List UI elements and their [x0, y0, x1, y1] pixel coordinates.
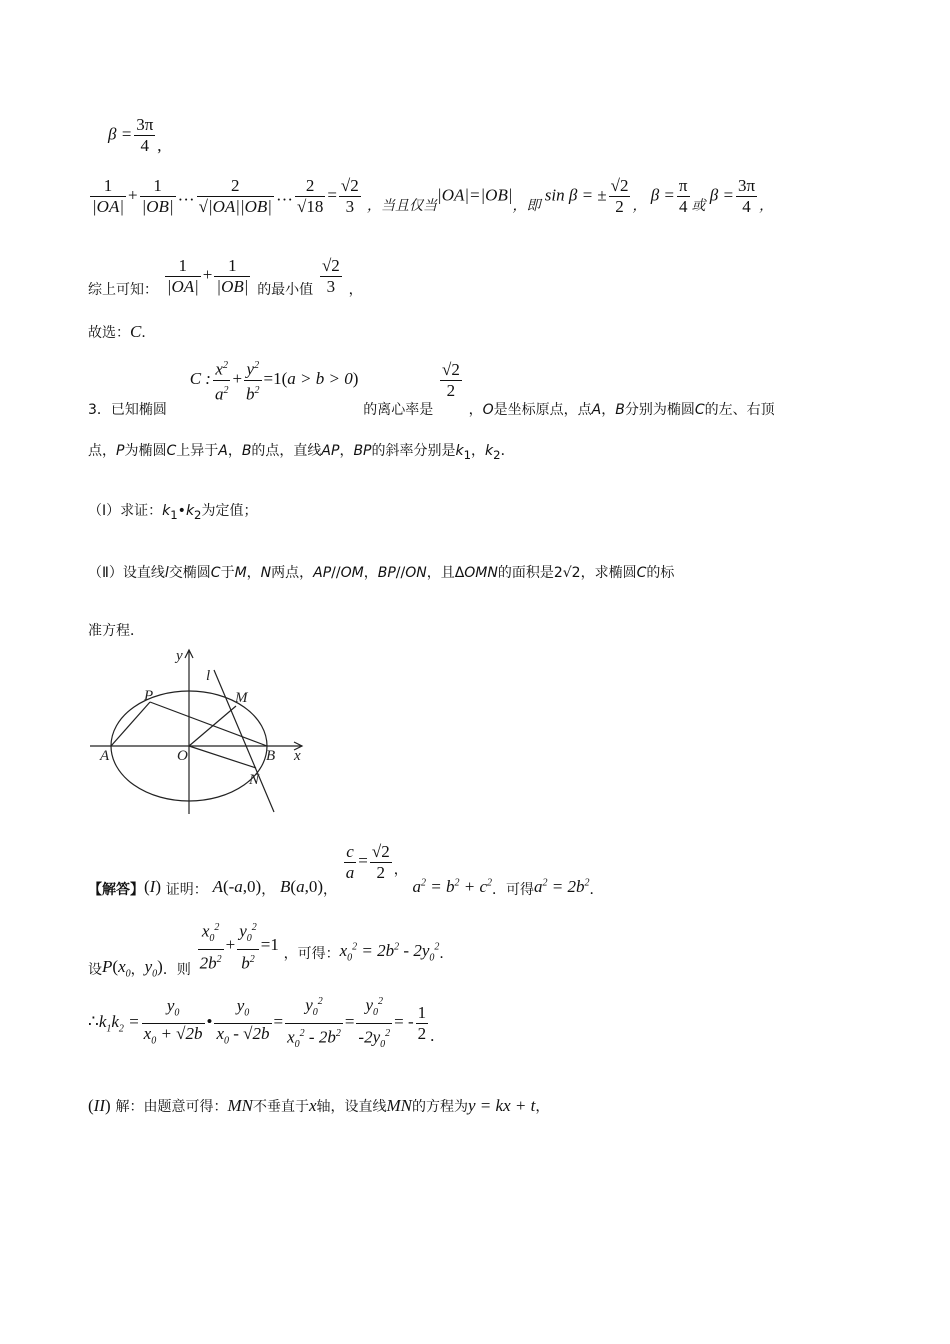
label-n: N	[249, 772, 260, 788]
label-b: B	[266, 748, 276, 764]
label-o: O	[177, 748, 188, 764]
part-2-cont: 准方程．	[88, 623, 144, 639]
label-x: x	[294, 748, 301, 764]
label-m: M	[235, 690, 248, 706]
ellipse-diagram	[86, 646, 316, 818]
label-l: l	[206, 668, 211, 684]
answer-line: 故选：C．	[88, 322, 156, 341]
label-a: A	[100, 748, 110, 764]
question-3-line2: 点，P为椭圆C上异于A，B的点，直线AP，BP的斜率分别是$k_1$，$k_2$．	[88, 443, 515, 462]
beta-line: β = $\frac{3\pi}{4}$ ,	[108, 115, 162, 156]
summary-line: 综上可知： $\frac{1}{|OA|}$ + $\frac{1}{|OB|}$ 的最小值 $\frac{√2}{3}$ ，	[88, 256, 363, 299]
part-2: （Ⅱ）设直线l交椭圆C于M，N两点，AP//OM，BP//ON，且ΔOMN的面积是2√2，求椭圆C的标	[88, 565, 675, 581]
solution-k-product: $\therefore k_1k_2$ = $\frac{y_0}{x_0 + √2b}$ • $\frac{y_0}{x_0 - √2b}$ = $\frac{y_0^2}{x_0^2 - 2b^2}$ = $\frac{y_0^2}{-2y_0^2}$ = - $\frac{1}{2}$ .	[88, 992, 434, 1055]
solution-part2: (II) 解：由题意可得：MN不垂直于x轴，设直线MN的方程为y = kx + t，	[88, 1096, 550, 1115]
line-om	[189, 706, 236, 746]
inequality-line: $\frac{1}{|OA|}$ + $\frac{1}{|OB|}$ … $\frac{2}{√|OA||OB|}$ … $\frac{2}{√18}$ = $\frac{√2}{3}$ $_{,当且仅当}|OA|=|OB|_{,即}$ sin β = ± $\frac{√2}{2}$ $_,$ β = $\frac{\pi}{4}$ $_或$ β = $\frac{3\pi}{4}$ $_,$	[92, 176, 774, 216]
line-bp	[150, 702, 267, 746]
line-on	[189, 746, 256, 768]
solution-point-p: 设$P(x_0$，$y_0$)．则 $\frac{x_0^2}{2b^2}$ + $\frac{y_0^2}{b^2}$ =1 ，可得：$x_0^2 = 2b^2 - 2y_0^2$．	[88, 918, 453, 974]
question-3-line1: 3．已知椭圆 C : $\frac{x^2}{a^2}$ + $\frac{y^2}{b^2}$ =1(a > b > 0) 的离心率是 $\frac{√2}{2}$ ，O是坐标原点，点A，B分别为椭圆C的左、右顶	[88, 356, 775, 404]
part-1: （Ⅰ）求证：$k_1•k_2$为定值；	[88, 503, 258, 522]
label-p: P	[144, 688, 154, 704]
label-y: y	[176, 648, 183, 664]
solution-part1: 【解答】(I) 证明： A(-a,0)， B(a,0)， $\frac{c}{a}$ = $\frac{√2}{2}$ ， $a^2 = b^2 + c^2$．可得$a^2 = 2b^2$．	[88, 842, 604, 899]
